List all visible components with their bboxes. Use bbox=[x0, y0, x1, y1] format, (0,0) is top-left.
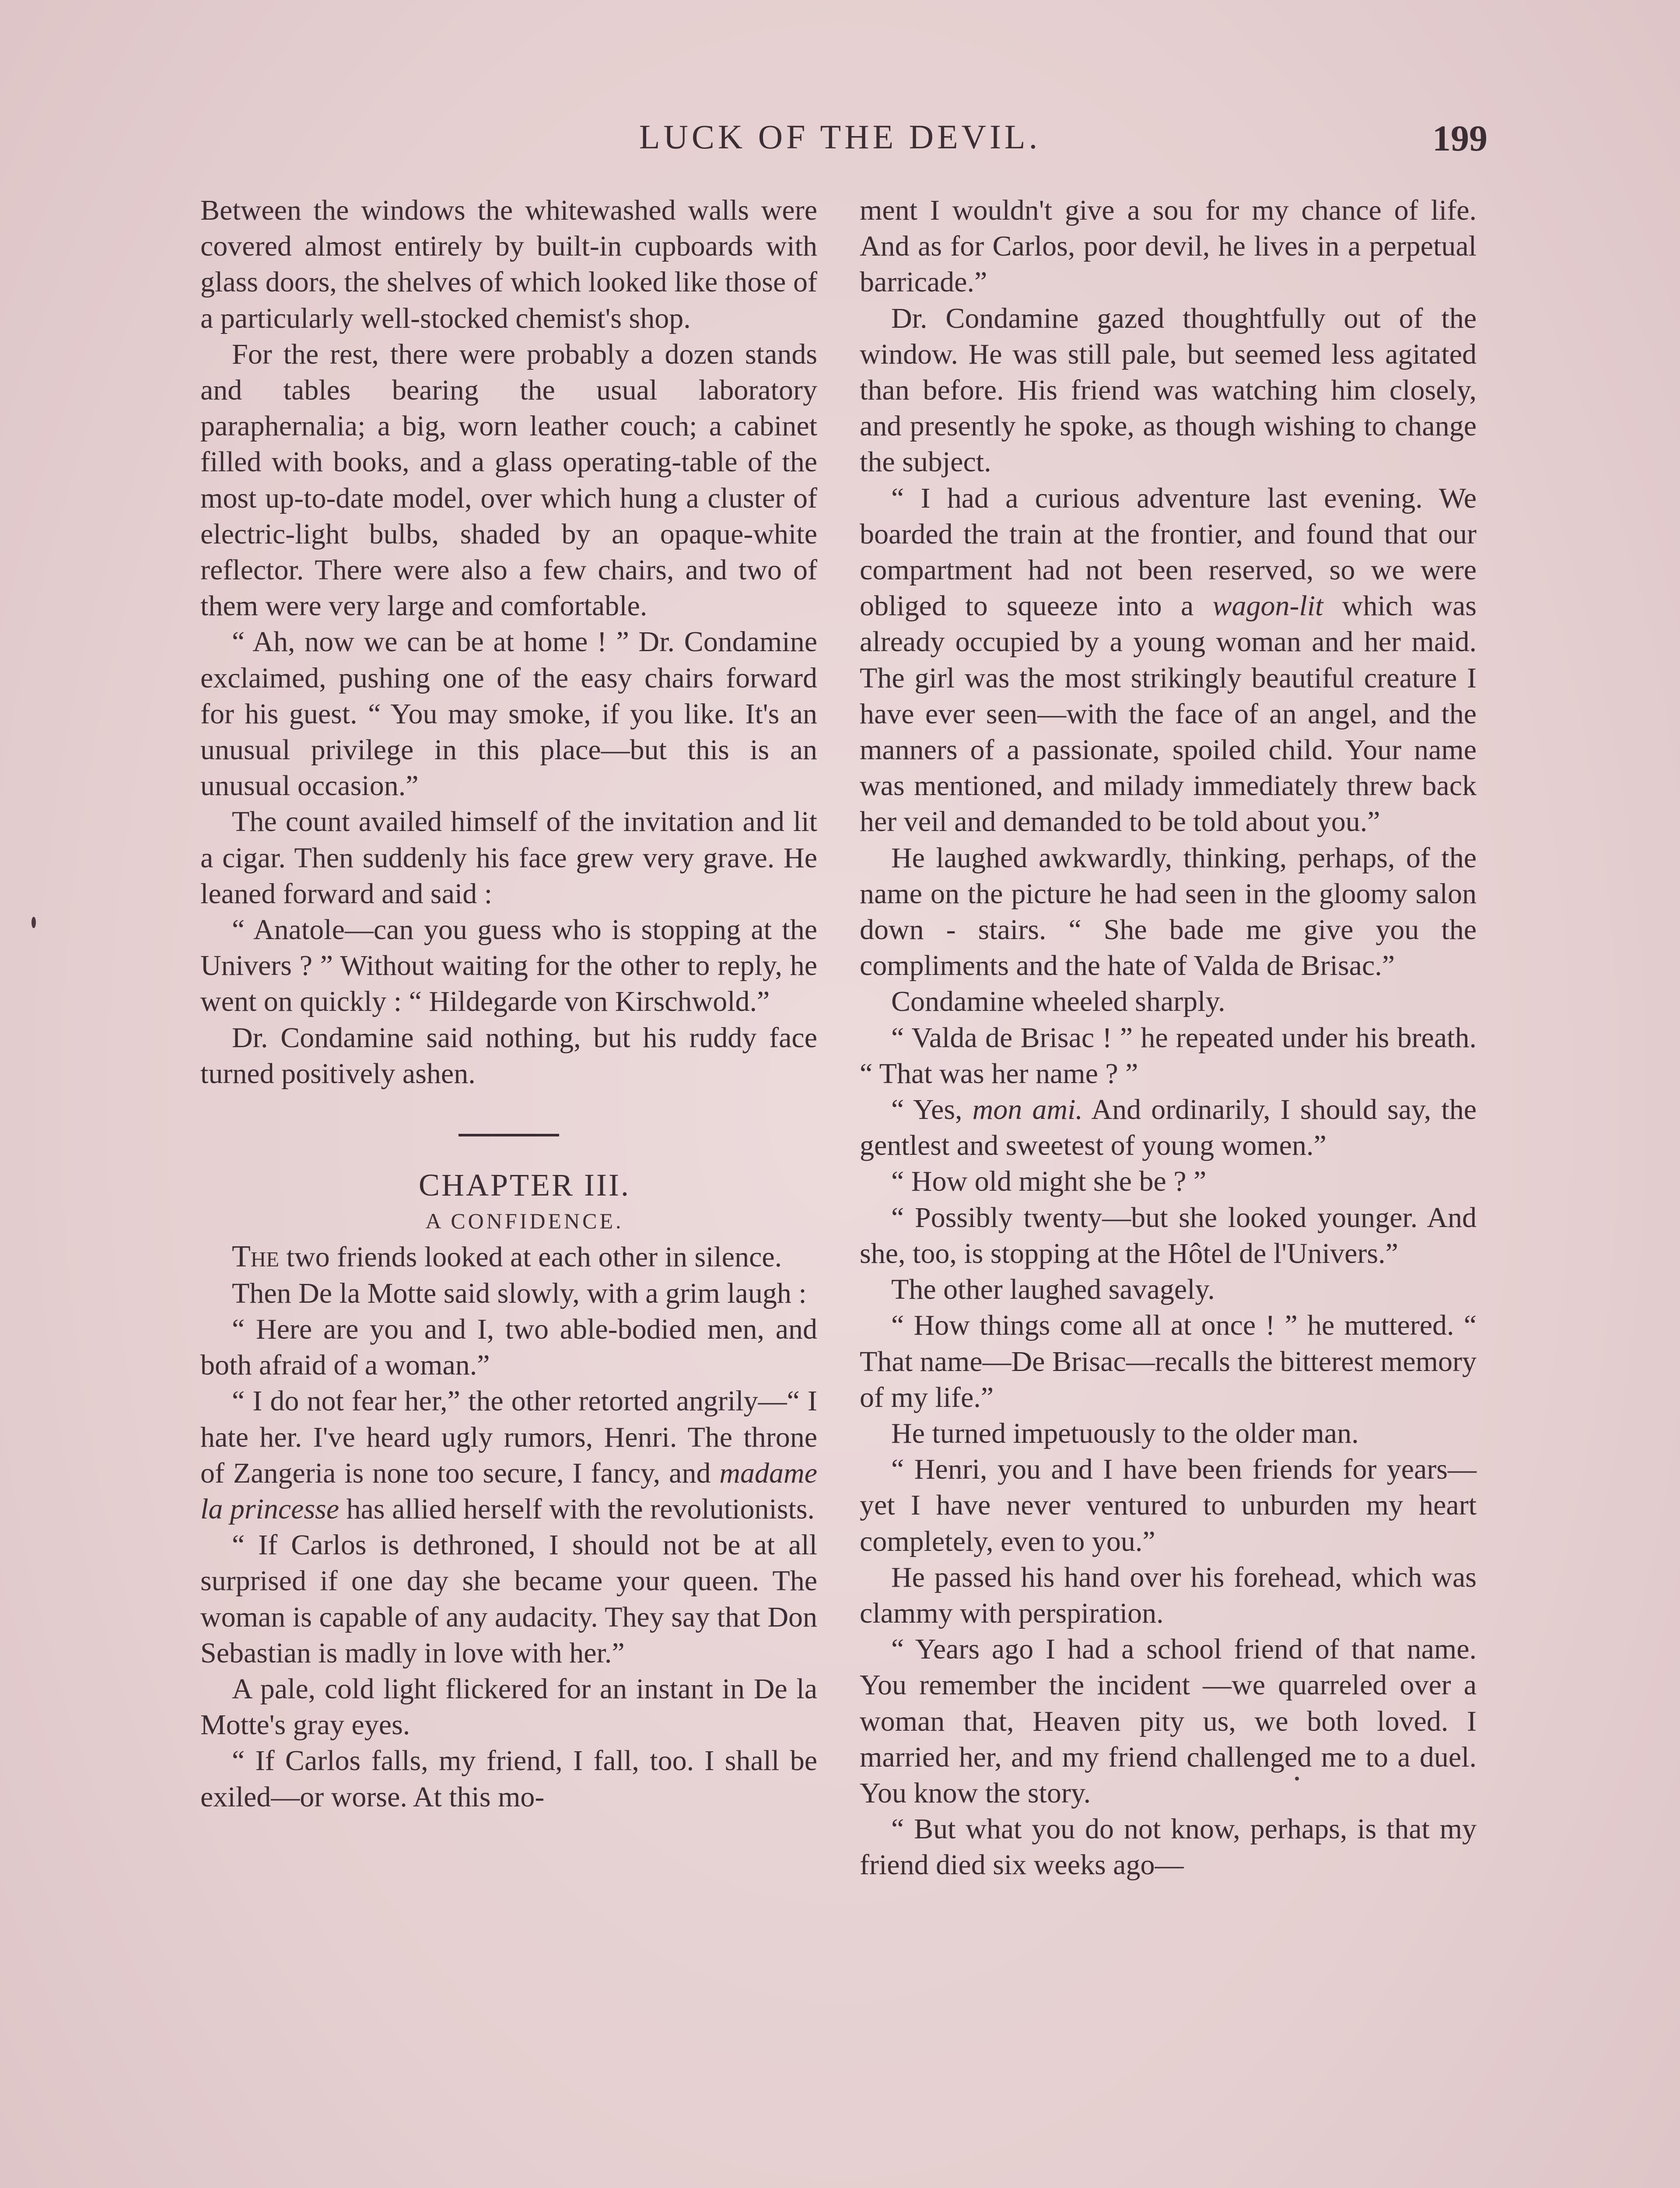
paragraph: “ Ah, now we can be at home ! ” Dr. Condamine exclaimed, pushing one of the easy chairs forward for his guest. “ You may smoke, if you like. It's an unusual privilege in this place—but this is an unusual occasion.” bbox=[200, 626, 817, 802]
paragraph: For the rest, there were probably a dozen stands and tables bearing the usual laboratory paraphernalia; a big, worn leather couch; a cabinet filled with books, and a glass operating-table of the most up-to-date model, over which hung a cluster of electric-light bulbs, shaded by an opaque-white reflector. There were also a few chairs, and two of them were very large and comfortable. bbox=[200, 338, 817, 622]
paragraph: Dr. Condamine gazed thoughtfully out of the window. He was still pale, but seemed less agitated than before. His friend was watching him closely, and presently he spoke, as though wishing to change the subject. bbox=[860, 302, 1477, 478]
paragraph: The count availed himself of the invitation and lit a cigar. Then suddenly his face grew very grave. He leaned forward and said : bbox=[200, 806, 817, 910]
italic-phrase: madame la princesse bbox=[200, 1457, 817, 1525]
paragraph: “ Here are you and I, two able-bodied men, and both afraid of a woman.” bbox=[200, 1313, 817, 1382]
section-divider bbox=[458, 1134, 559, 1136]
text-run: “ I had a curious adventure last evening. We boarded the train at the frontier, and found that our compartment had not been reserved, so we were obliged to squeeze into a bbox=[860, 482, 1477, 622]
italic-phrase: wagon-lit bbox=[1212, 590, 1323, 622]
paragraph: ment I wouldn't give a sou for my chance of life. And as for Carlos, poor devil, he lives in a perpetual barricade.” bbox=[860, 194, 1477, 298]
lead-in-word: The bbox=[232, 1240, 280, 1274]
paragraph: He passed his hand over his forehead, which was clammy with perspiration. bbox=[860, 1561, 1477, 1629]
paragraph: “ Henri, you and I have been friends for years—yet I have never ventured to unburden my heart completely, even to you.” bbox=[860, 1453, 1477, 1557]
paragraph: “ Years ago I had a school friend of that name. You remember the incident —we quarreled over a woman that, Heaven pity us, we both loved. I married her, and my friend challenged me to a duel. You know the story. bbox=[860, 1633, 1477, 1809]
right-column bbox=[860, 193, 1477, 1883]
paper-blemish bbox=[1295, 1777, 1299, 1781]
text-run: which was already occupied by a young woman and her maid. The girl was the most strikingly beautiful creature I have ever seen—with the face of an angel, and the manners of a passionate, spoiled child. Your name was mentioned, and milady immediately threw back her veil and demanded to be told about you.” bbox=[860, 590, 1477, 838]
paragraph: “ Possibly twenty—but she looked younger. And she, too, is stopping at the Hôtel de l'Univers.” bbox=[860, 1201, 1477, 1269]
paragraph: He turned impetuously to the older man. bbox=[891, 1417, 1359, 1449]
text-run: two friends looked at each other in silence. bbox=[279, 1241, 782, 1273]
text-run: And ordinarily, I should say, the gentlest and sweetest of young women.” bbox=[860, 1094, 1477, 1162]
paragraph: Between the windows the whitewashed walls were covered almost entirely by built-in cupboards with glass doors, the shelves of which looked like those of a particularly well-stocked chemist's shop. bbox=[200, 194, 817, 334]
paragraph: “ If Carlos falls, my friend, I fall, too. I shall be exiled—or worse. At this mo- bbox=[200, 1745, 817, 1813]
paragraph: He laughed awkwardly, thinking, perhaps, of the name on the picture he had seen in the gloomy salon down - stairs. “ She bade me give you the compliments and the hate of Valda de Brisac.” bbox=[860, 842, 1477, 982]
chapter-title: CHAPTER III. bbox=[419, 1168, 630, 1203]
page-number: 199 bbox=[1432, 118, 1488, 159]
paragraph: “ But what you do not know, perhaps, is that my friend died six weeks ago— bbox=[860, 1813, 1477, 1881]
paragraph: “ Anatole—can you guess who is stopping at the Univers ? ” Without waiting for the other to reply, he went on quickly : “ Hildegarde von Kirschwold.” bbox=[200, 914, 817, 1018]
paragraph: “ Valda de Brisac ! ” he repeated under his breath. “ That was her name ? ” bbox=[860, 1021, 1477, 1090]
text-run: “ Yes, bbox=[891, 1094, 973, 1126]
paragraph bbox=[860, 480, 1477, 840]
left-column bbox=[200, 193, 817, 1815]
paragraph bbox=[860, 1092, 1477, 1164]
paragraph: A pale, cold light flickered for an instant in De la Motte's gray eyes. bbox=[200, 1673, 817, 1741]
running-title: LUCK OF THE DEVIL. bbox=[639, 118, 1041, 156]
paragraph: “ How old might she be ? ” bbox=[891, 1165, 1207, 1198]
paragraph: Condamine wheeled sharply. bbox=[891, 985, 1225, 1018]
chapter-subtitle: A CONFIDENCE. bbox=[425, 1209, 624, 1234]
paragraph bbox=[200, 1239, 817, 1275]
paragraph: Dr. Condamine said nothing, but his ruddy face turned positively ashen. bbox=[200, 1021, 817, 1090]
italic-phrase: mon ami. bbox=[972, 1094, 1083, 1126]
text-run: has allied herself with the revolutionists. bbox=[339, 1493, 815, 1525]
paragraph bbox=[200, 1383, 817, 1527]
text-run: “ I do not fear her,” the other retorted angrily—“ I hate her. I've heard ugly rumors, Henri. The throne of Zangeria is none too secure, I fancy, and bbox=[200, 1385, 817, 1489]
page-header bbox=[192, 117, 1488, 161]
paragraph: “ How things come all at once ! ” he muttered. “ That name—De Brisac—recalls the bitterest memory of my life.” bbox=[860, 1309, 1477, 1413]
paragraph: “ If Carlos is dethroned, I should not be at all surprised if one day she became your queen. The woman is capable of any audacity. They say that Don Sebastian is madly in love with her.” bbox=[200, 1529, 817, 1669]
paragraph: The other laughed savagely. bbox=[891, 1273, 1215, 1306]
paragraph: Then De la Motte said slowly, with a grim laugh : bbox=[232, 1277, 807, 1309]
paper-blemish bbox=[32, 917, 36, 928]
